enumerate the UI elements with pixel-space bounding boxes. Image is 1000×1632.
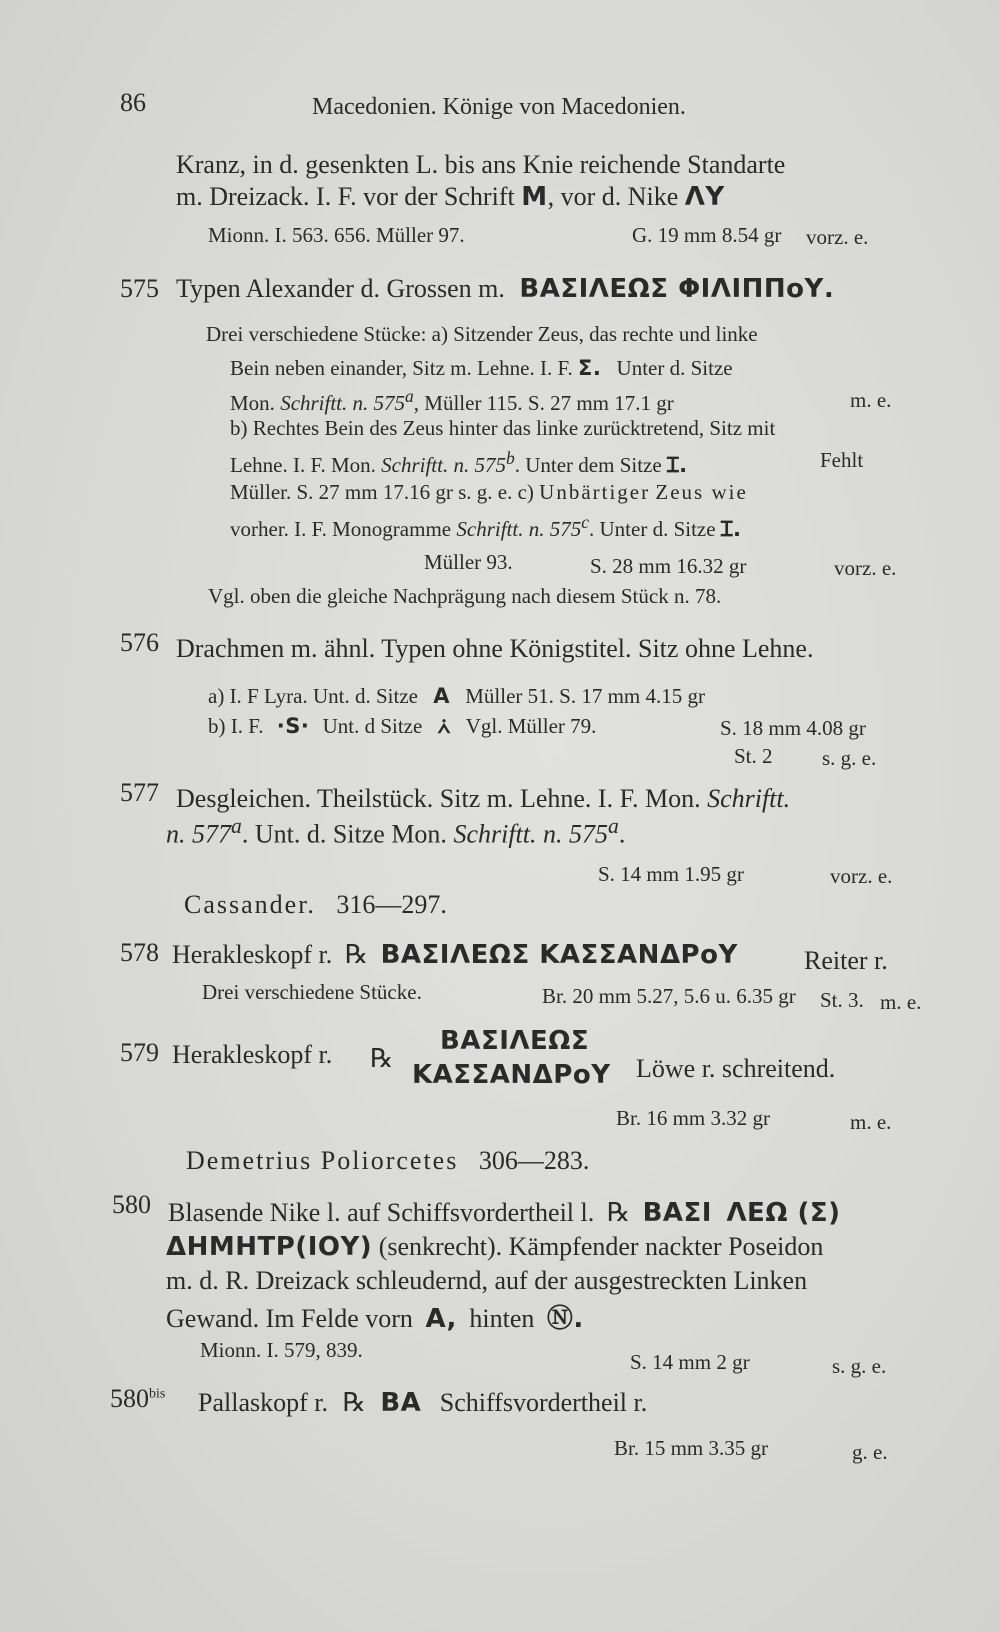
greek-letter: M <box>521 182 548 212</box>
text-line: Herakleskopf r. ℞ ΒΑΣΙΛΕΩΣ ΚΑΣΣΑΝΔΡοΥ <box>172 940 738 970</box>
grade: s. g. e. <box>822 746 877 770</box>
text-line: Vgl. oben die gleiche Nachprägung nach diesem Stück n. 78. <box>208 584 722 608</box>
text-line: Herakleskopf r. <box>172 1040 333 1069</box>
grade: m. e. <box>880 990 922 1014</box>
grade: vorz. e. <box>834 556 897 580</box>
text-line: Desgleichen. Theilstück. Sitz m. Lehne. I. F. Mon. Schriftt. <box>176 784 791 813</box>
measurement: S. 28 mm 16.32 gr <box>590 554 747 578</box>
text-line: Drachmen m. ähnl. Typen ohne Königstitel. Sitz ohne Lehne. <box>176 634 814 663</box>
text-line: St. 3. <box>820 988 864 1012</box>
entry-number: 578 <box>120 938 159 967</box>
text-line: vorher. I. F. Monogramme Schriftt. n. 575$^c$. Unter d. Sitze Ɪ. <box>230 512 742 541</box>
greek-legend: ΚΑΣΣΑΝΔΡοΥ <box>412 1060 611 1090</box>
text-line: Kranz, in d. gesenkten L. bis ans Knie reichende Standarte <box>176 150 786 179</box>
text-line: m. Dreizack. I. F. vor der Schrift M, vor d. Nike ΛΥ <box>176 182 725 212</box>
text-line: Müller 93. <box>424 550 513 574</box>
reverse-symbol: ℞ <box>342 1388 366 1417</box>
text-line: Mionn. I. 563. 656. Müller 97. <box>208 223 465 247</box>
text-line: a) I. F Lyra. Unt. d. Sitze A Müller 51. S. 17 mm 4.15 gr <box>208 684 705 708</box>
text-line: n. 577$^a$. Unt. d. Sitze Mon. Schriftt. n. 575$^a$. <box>166 814 626 849</box>
running-title: Macedonien. Könige von Macedonien. <box>312 94 686 120</box>
greek-legend: ΒΑΣΙΛΕΩΣ ΦΙΛΙΠΠοΥ. <box>519 274 835 304</box>
page-number: 86 <box>120 88 146 117</box>
reverse-symbol: ℞ <box>370 1044 394 1073</box>
reverse-symbol: ℞ <box>344 940 369 969</box>
measurement: G. 19 mm 8.54 gr <box>632 223 782 247</box>
measurement: S. 14 mm 2 gr <box>630 1350 750 1374</box>
entry-number: 579 <box>120 1038 159 1067</box>
text-line: ΔΗΜΗΤΡ(ΙΟΥ) (senkrecht). Kämpfender nackter Poseidon <box>166 1232 824 1262</box>
greek-legend: ΒΑΣΙΛΕΩΣ ΚΑΣΣΑΝΔΡοΥ <box>380 940 738 970</box>
text-line: Blasende Nike l. auf Schiffsvordertheil l. ℞ ΒΑΣΙ ΛΕΩ (Σ) <box>168 1198 841 1228</box>
grade: vorz. e. <box>806 225 869 249</box>
entry-number: 575 <box>120 274 159 303</box>
grade: s. g. e. <box>832 1354 887 1378</box>
greek-letters: ΛΥ <box>684 182 725 212</box>
grade: m. e. <box>850 388 892 412</box>
text-line: Bein neben einander, Sitz m. Lehne. I. F. Σ. Unter d. Sitze <box>230 356 733 380</box>
text-line: b) Rechtes Bein des Zeus hinter das linke zurücktretend, Sitz mit <box>230 416 776 440</box>
entry-number: 577 <box>120 778 159 807</box>
measurement: Br. 15 mm 3.35 gr <box>614 1436 769 1460</box>
grade: vorz. e. <box>830 864 893 888</box>
greek-legend: ΒΑΣΙΛΕΩΣ <box>440 1026 590 1056</box>
text-line: Fehlt <box>820 448 864 472</box>
text-line: Gewand. Im Felde vorn A, hinten Ⓝ. <box>166 1304 584 1334</box>
text-line: Löwe r. schreitend. <box>636 1054 836 1083</box>
section-heading: Cassander. 316—297. <box>184 890 447 919</box>
text-line: Drei verschiedene Stücke: a) Sitzender Zeus, das rechte und linke <box>206 322 758 346</box>
text-line: Reiter r. <box>804 946 888 975</box>
text-line: Mon. Schriftt. n. 575$^a$, Müller 115. S. 27 mm 17.1 gr <box>230 386 674 415</box>
text-line: m. d. R. Dreizack schleudernd, auf der ausgestreckten Linken <box>166 1266 808 1295</box>
measurement: S. 14 mm 1.95 gr <box>598 862 744 886</box>
reverse-symbol: ℞ <box>606 1198 631 1227</box>
text-line: Pallaskopf r. ℞ ΒΑ Schiffsvordertheil r. <box>198 1388 648 1418</box>
measurement: Br. 20 mm 5.27, 5.6 u. 6.35 gr <box>542 984 796 1008</box>
grade: g. e. <box>852 1440 888 1464</box>
text-line: Müller. S. 27 mm 17.16 gr s. g. e. c) Unbärtiger Zeus wie <box>230 480 748 504</box>
entry-number: 576 <box>120 628 159 657</box>
grade: m. e. <box>850 1110 892 1134</box>
entry-number: 580 <box>112 1190 151 1219</box>
text-line: b) I. F. ·S· Unt. d Sitze ⩑ Vgl. Müller 79. <box>208 714 597 738</box>
text-line: Drei verschiedene Stücke. <box>202 980 422 1004</box>
measurement: S. 18 mm 4.08 gr <box>720 716 866 740</box>
text-line: Typen Alexander d. Grossen m. ΒΑΣΙΛΕΩΣ ΦΙΛΙΠΠοΥ. <box>176 274 835 304</box>
text-line: St. 2 <box>734 744 773 768</box>
section-heading: Demetrius Poliorcetes 306—283. <box>186 1146 590 1175</box>
entry-number: $580^{bis}$ <box>110 1384 166 1413</box>
text-line: Lehne. I. F. Mon. Schriftt. n. 575$^b$. Unter dem Sitze Ɪ. <box>230 448 688 477</box>
text-line: Mionn. I. 579, 839. <box>200 1338 363 1362</box>
measurement: Br. 16 mm 3.32 gr <box>616 1106 771 1130</box>
